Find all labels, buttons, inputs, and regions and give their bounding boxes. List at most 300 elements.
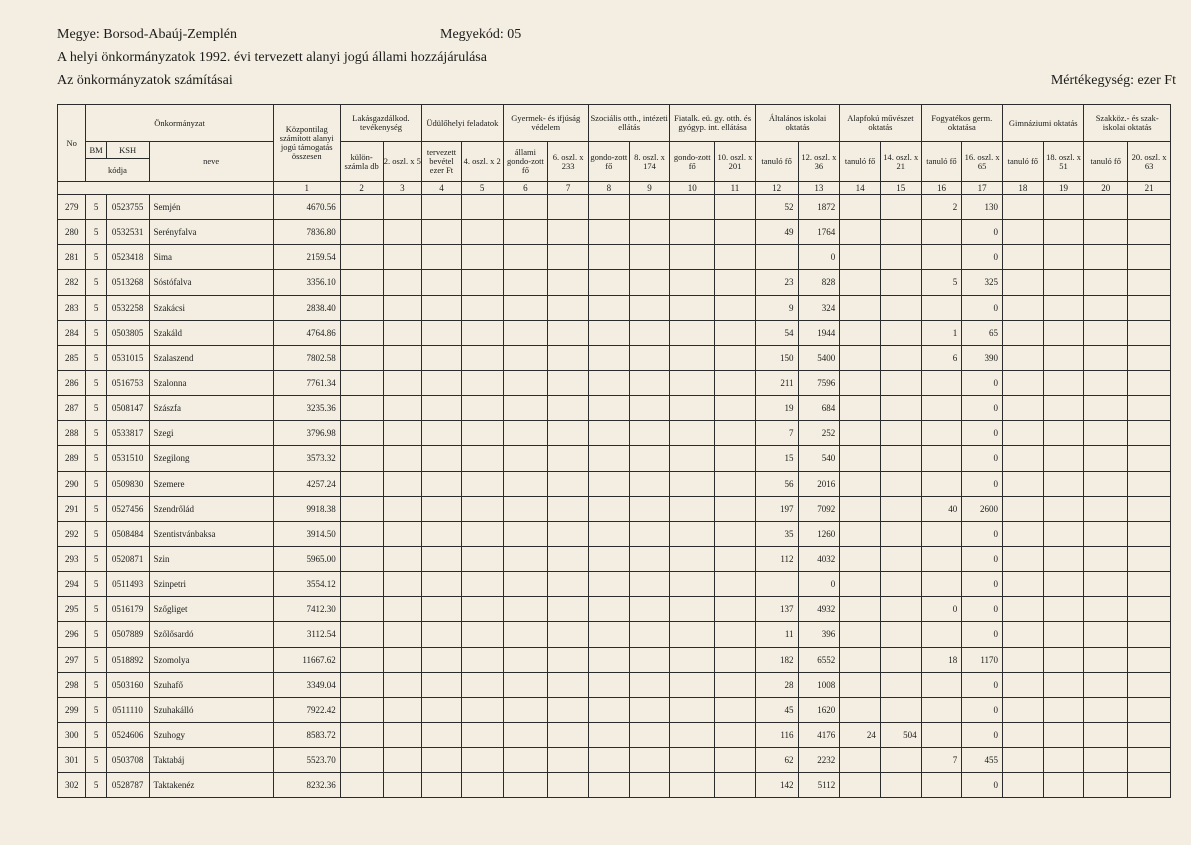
cell-c4 (422, 647, 462, 672)
col-number: 2 (340, 182, 383, 195)
primary-amount: 5112 (798, 773, 840, 798)
cell-c9 (629, 622, 670, 647)
total-support: 3356.10 (273, 270, 340, 295)
cell-c3 (383, 370, 422, 395)
total-support: 3349.04 (273, 672, 340, 697)
cell-c2 (340, 421, 383, 446)
cell-c9 (629, 748, 670, 773)
cell-c21 (1128, 446, 1171, 471)
col-number: 14 (840, 182, 881, 195)
cell-c18 (1003, 672, 1044, 697)
primary-amount: 4932 (798, 597, 840, 622)
cell-c8 (588, 345, 629, 370)
cell-c21 (1128, 622, 1171, 647)
cell-c9 (629, 572, 670, 597)
cell-c6 (503, 773, 548, 798)
cell-c7 (548, 345, 589, 370)
cell-c2 (340, 446, 383, 471)
cell-c18 (1003, 521, 1044, 546)
cell-c4 (422, 270, 462, 295)
table-row (58, 245, 1171, 270)
cell-c21 (1128, 421, 1171, 446)
header-sub: 18. oszl. x 51 (1043, 142, 1084, 182)
cell-c6 (503, 647, 548, 672)
primary-students (755, 245, 798, 270)
art-amount (880, 496, 921, 521)
disabled-students (921, 396, 962, 421)
cell-c6 (503, 370, 548, 395)
cell-c20 (1084, 496, 1128, 521)
cell-c11 (715, 572, 756, 597)
primary-students: 56 (755, 471, 798, 496)
row-number: 297 (58, 647, 86, 672)
cell-c20 (1084, 597, 1128, 622)
cell-c10 (670, 421, 715, 446)
disabled-amount: 0 (962, 245, 1003, 270)
cell-c20 (1084, 370, 1128, 395)
cell-c21 (1128, 320, 1171, 345)
cell-c10 (670, 647, 715, 672)
municipality-name: Szakáld (149, 320, 273, 345)
budget-table (57, 104, 1171, 798)
cell-c10 (670, 697, 715, 722)
cell-c3 (383, 471, 422, 496)
ksh-code: 0520871 (106, 546, 149, 571)
cell-c4 (422, 521, 462, 546)
primary-students: 9 (755, 295, 798, 320)
cell-c7 (548, 245, 589, 270)
cell-c19 (1043, 245, 1084, 270)
art-students: 24 (840, 722, 881, 747)
row-number: 295 (58, 597, 86, 622)
cell-c5 (461, 270, 503, 295)
cell-c19 (1043, 396, 1084, 421)
cell-c4 (422, 773, 462, 798)
cell-c19 (1043, 446, 1084, 471)
bm-code: 5 (86, 245, 106, 270)
cell-c21 (1128, 546, 1171, 571)
cell-c11 (715, 672, 756, 697)
table-row (58, 722, 1171, 747)
bm-code: 5 (86, 496, 106, 521)
col-number: 17 (962, 182, 1003, 195)
cell-c5 (461, 370, 503, 395)
municipality-name: Taktabáj (149, 748, 273, 773)
primary-amount: 4032 (798, 546, 840, 571)
cell-c9 (629, 446, 670, 471)
row-number: 286 (58, 370, 86, 395)
bm-code: 5 (86, 748, 106, 773)
cell-c20 (1084, 622, 1128, 647)
cell-c3 (383, 647, 422, 672)
row-number: 287 (58, 396, 86, 421)
primary-students: 7 (755, 421, 798, 446)
total-support: 8232.36 (273, 773, 340, 798)
header-group: Üdülőhelyi feladatok (422, 105, 503, 142)
cell-c9 (629, 245, 670, 270)
cell-c20 (1084, 446, 1128, 471)
header-kodja: kódja (86, 159, 149, 182)
cell-c9 (629, 496, 670, 521)
cell-c10 (670, 195, 715, 220)
cell-c4 (422, 622, 462, 647)
col-number: 16 (921, 182, 962, 195)
cell-c8 (588, 496, 629, 521)
cell-c11 (715, 748, 756, 773)
cell-c3 (383, 195, 422, 220)
cell-c4 (422, 546, 462, 571)
cell-c10 (670, 245, 715, 270)
cell-c2 (340, 572, 383, 597)
total-support: 3112.54 (273, 622, 340, 647)
art-students (840, 496, 881, 521)
table-row (58, 471, 1171, 496)
cell-c10 (670, 295, 715, 320)
art-students (840, 572, 881, 597)
total-support: 3573.32 (273, 446, 340, 471)
cell-c8 (588, 597, 629, 622)
table-row (58, 396, 1171, 421)
cell-c4 (422, 195, 462, 220)
disabled-amount: 0 (962, 572, 1003, 597)
cell-c11 (715, 471, 756, 496)
cell-c10 (670, 572, 715, 597)
cell-c3 (383, 496, 422, 521)
col-number: 9 (629, 182, 670, 195)
cell-c9 (629, 396, 670, 421)
cell-c11 (715, 521, 756, 546)
row-number: 294 (58, 572, 86, 597)
header-bm: BM (86, 142, 106, 159)
header-sub: 2. oszl. x 5 (383, 142, 422, 182)
art-students (840, 345, 881, 370)
primary-students: 15 (755, 446, 798, 471)
cell-c7 (548, 471, 589, 496)
cell-c21 (1128, 572, 1171, 597)
cell-c3 (383, 597, 422, 622)
primary-amount: 0 (798, 572, 840, 597)
art-amount (880, 647, 921, 672)
total-support: 4257.24 (273, 471, 340, 496)
disabled-students (921, 471, 962, 496)
art-students (840, 320, 881, 345)
row-number: 280 (58, 220, 86, 245)
table-row (58, 270, 1171, 295)
primary-amount: 396 (798, 622, 840, 647)
cell-c8 (588, 471, 629, 496)
cell-c21 (1128, 396, 1171, 421)
total-support: 3235.36 (273, 396, 340, 421)
primary-students: 211 (755, 370, 798, 395)
cell-c19 (1043, 597, 1084, 622)
total-support: 4764.86 (273, 320, 340, 345)
row-number: 289 (58, 446, 86, 471)
disabled-students: 7 (921, 748, 962, 773)
cell-c21 (1128, 748, 1171, 773)
cell-c8 (588, 295, 629, 320)
header-group: Fiatalk. eü. gy. otth. és gyógyp. int. ellátása (670, 105, 755, 142)
cell-c19 (1043, 320, 1084, 345)
cell-c7 (548, 320, 589, 345)
bm-code: 5 (86, 722, 106, 747)
cell-c10 (670, 320, 715, 345)
bm-code: 5 (86, 446, 106, 471)
table-row (58, 345, 1171, 370)
cell-c7 (548, 647, 589, 672)
cell-c21 (1128, 496, 1171, 521)
primary-amount: 6552 (798, 647, 840, 672)
county-code-label: Megyekód: 05 (440, 27, 522, 42)
art-students (840, 672, 881, 697)
disabled-students (921, 245, 962, 270)
cell-c18 (1003, 320, 1044, 345)
col-number: 5 (461, 182, 503, 195)
ksh-code: 0503708 (106, 748, 149, 773)
ksh-code: 0528787 (106, 773, 149, 798)
cell-c21 (1128, 647, 1171, 672)
cell-c9 (629, 195, 670, 220)
row-number: 282 (58, 270, 86, 295)
col-number: 15 (880, 182, 921, 195)
header-sub: állami gondo-zott fő (503, 142, 548, 182)
disabled-amount: 0 (962, 773, 1003, 798)
cell-c8 (588, 572, 629, 597)
cell-c8 (588, 722, 629, 747)
cell-c6 (503, 496, 548, 521)
table-row (58, 647, 1171, 672)
art-students (840, 220, 881, 245)
ksh-code: 0516179 (106, 597, 149, 622)
cell-c11 (715, 722, 756, 747)
cell-c3 (383, 773, 422, 798)
row-number: 302 (58, 773, 86, 798)
disabled-students (921, 521, 962, 546)
disabled-amount: 390 (962, 345, 1003, 370)
header-sub: tanuló fő (921, 142, 962, 182)
cell-c11 (715, 370, 756, 395)
column-number-row (58, 182, 1171, 195)
disabled-students (921, 295, 962, 320)
disabled-students (921, 370, 962, 395)
cell-c10 (670, 446, 715, 471)
disabled-amount: 0 (962, 546, 1003, 571)
table-row (58, 446, 1171, 471)
cell-c18 (1003, 697, 1044, 722)
cell-c7 (548, 722, 589, 747)
cell-c5 (461, 245, 503, 270)
disabled-students: 6 (921, 345, 962, 370)
cell-c11 (715, 345, 756, 370)
ksh-code: 0509830 (106, 471, 149, 496)
disabled-amount: 325 (962, 270, 1003, 295)
art-amount (880, 421, 921, 446)
cell-c4 (422, 446, 462, 471)
table-row (58, 421, 1171, 446)
total-support: 5965.00 (273, 546, 340, 571)
table-row (58, 622, 1171, 647)
cell-c2 (340, 521, 383, 546)
disabled-amount: 0 (962, 672, 1003, 697)
cell-c10 (670, 370, 715, 395)
cell-c9 (629, 220, 670, 245)
table-row (58, 672, 1171, 697)
cell-c11 (715, 622, 756, 647)
county-label: Megye: Borsod-Abaúj-Zemplén (57, 27, 238, 42)
cell-c7 (548, 446, 589, 471)
total-support: 7412.30 (273, 597, 340, 622)
ksh-code: 0523418 (106, 245, 149, 270)
cell-c19 (1043, 421, 1084, 446)
disabled-students (921, 220, 962, 245)
primary-students: 49 (755, 220, 798, 245)
total-support: 3914.50 (273, 521, 340, 546)
cell-c2 (340, 345, 383, 370)
cell-c10 (670, 220, 715, 245)
header-sub: 4. oszl. x 2 (461, 142, 503, 182)
cell-c10 (670, 546, 715, 571)
art-students (840, 396, 881, 421)
cell-c8 (588, 446, 629, 471)
primary-students: 182 (755, 647, 798, 672)
cell-c2 (340, 245, 383, 270)
bm-code: 5 (86, 697, 106, 722)
cell-c21 (1128, 370, 1171, 395)
total-support: 5523.70 (273, 748, 340, 773)
cell-c11 (715, 697, 756, 722)
ksh-code: 0513268 (106, 270, 149, 295)
cell-c18 (1003, 370, 1044, 395)
art-amount (880, 270, 921, 295)
header-sub: tanuló fő (840, 142, 881, 182)
cell-c2 (340, 697, 383, 722)
art-amount (880, 320, 921, 345)
col-number: 3 (383, 182, 422, 195)
cell-c6 (503, 622, 548, 647)
cell-c20 (1084, 722, 1128, 747)
cell-c7 (548, 295, 589, 320)
cell-c3 (383, 446, 422, 471)
cell-c3 (383, 220, 422, 245)
municipality-name: Sóstófalva (149, 270, 273, 295)
cell-c6 (503, 597, 548, 622)
ksh-code: 0511493 (106, 572, 149, 597)
cell-c3 (383, 245, 422, 270)
cell-c2 (340, 773, 383, 798)
bm-code: 5 (86, 320, 106, 345)
cell-c7 (548, 622, 589, 647)
disabled-amount: 130 (962, 195, 1003, 220)
cell-c4 (422, 597, 462, 622)
col-number: 1 (273, 182, 340, 195)
cell-c10 (670, 622, 715, 647)
cell-c4 (422, 471, 462, 496)
cell-c6 (503, 421, 548, 446)
art-amount (880, 345, 921, 370)
cell-c3 (383, 697, 422, 722)
primary-students: 62 (755, 748, 798, 773)
municipality-name: Szegilong (149, 446, 273, 471)
cell-c6 (503, 195, 548, 220)
disabled-amount: 0 (962, 521, 1003, 546)
ksh-code: 0532531 (106, 220, 149, 245)
municipality-name: Szendrőlád (149, 496, 273, 521)
col-number: 20 (1084, 182, 1128, 195)
table-row (58, 572, 1171, 597)
cell-c7 (548, 270, 589, 295)
row-number: 298 (58, 672, 86, 697)
municipality-name: Szőgliget (149, 597, 273, 622)
cell-c9 (629, 295, 670, 320)
art-students (840, 622, 881, 647)
cell-c3 (383, 270, 422, 295)
header-sub: 14. oszl. x 21 (880, 142, 921, 182)
art-students (840, 748, 881, 773)
cell-c6 (503, 295, 548, 320)
cell-c3 (383, 345, 422, 370)
disabled-amount: 0 (962, 421, 1003, 446)
cell-c19 (1043, 546, 1084, 571)
cell-c5 (461, 748, 503, 773)
ksh-code: 0511110 (106, 697, 149, 722)
primary-amount: 4176 (798, 722, 840, 747)
cell-c3 (383, 546, 422, 571)
cell-c7 (548, 546, 589, 571)
col-number: 4 (422, 182, 462, 195)
cell-c19 (1043, 295, 1084, 320)
header-sub: 16. oszl. x 65 (962, 142, 1003, 182)
cell-c21 (1128, 295, 1171, 320)
row-number: 300 (58, 722, 86, 747)
art-amount (880, 572, 921, 597)
row-number: 299 (58, 697, 86, 722)
total-support: 7836.80 (273, 220, 340, 245)
cell-c7 (548, 421, 589, 446)
cell-c20 (1084, 647, 1128, 672)
cell-c7 (548, 220, 589, 245)
art-amount (880, 546, 921, 571)
cell-c5 (461, 320, 503, 345)
cell-c21 (1128, 471, 1171, 496)
page-subtitle: Az önkormányzatok számításai (57, 73, 233, 88)
cell-c21 (1128, 270, 1171, 295)
municipality-name: Szuhafő (149, 672, 273, 697)
bm-code: 5 (86, 270, 106, 295)
cell-c21 (1128, 521, 1171, 546)
cell-c2 (340, 195, 383, 220)
header-no: No (58, 105, 86, 182)
cell-c7 (548, 773, 589, 798)
primary-amount: 324 (798, 295, 840, 320)
primary-students: 23 (755, 270, 798, 295)
cell-c9 (629, 345, 670, 370)
cell-c8 (588, 195, 629, 220)
art-students (840, 521, 881, 546)
municipality-name: Szalaszend (149, 345, 273, 370)
header-ksh: KSH (106, 142, 149, 159)
cell-c9 (629, 546, 670, 571)
cell-c8 (588, 320, 629, 345)
disabled-amount: 0 (962, 597, 1003, 622)
total-support: 7802.58 (273, 345, 340, 370)
primary-amount: 2016 (798, 471, 840, 496)
cell-c20 (1084, 270, 1128, 295)
art-amount (880, 521, 921, 546)
header-group: Gimnáziumi oktatás (1003, 105, 1084, 142)
primary-students: 52 (755, 195, 798, 220)
primary-amount: 252 (798, 421, 840, 446)
disabled-students: 0 (921, 597, 962, 622)
cell-c18 (1003, 546, 1044, 571)
